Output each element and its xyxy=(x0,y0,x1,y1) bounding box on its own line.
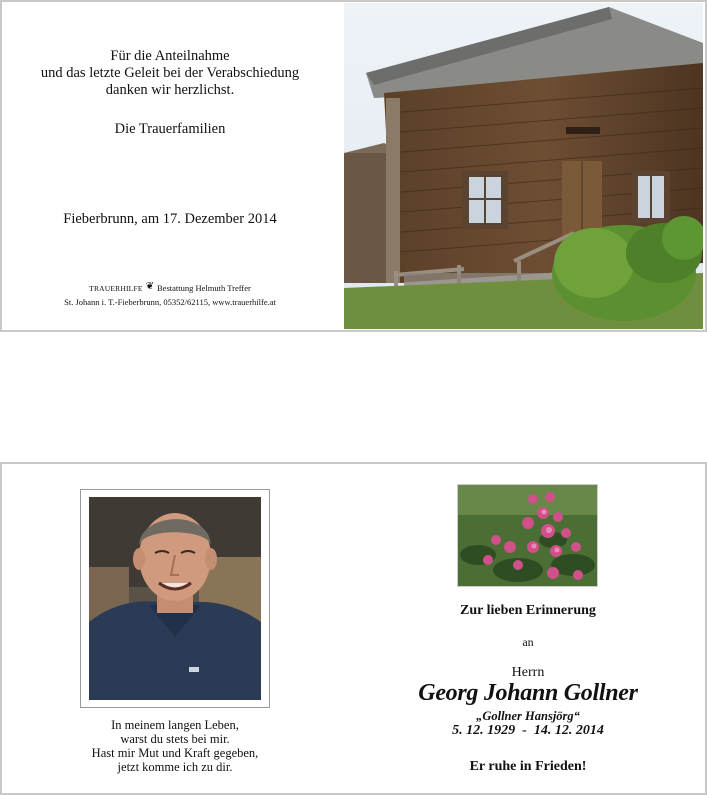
rest-in-peace: Er ruhe in Frieden! xyxy=(469,759,587,774)
funeral-home-name: Bestattung Helmuth Treffer xyxy=(157,283,251,293)
cabin-illustration xyxy=(344,3,703,329)
portrait-photo xyxy=(89,497,261,700)
memorial-an: an xyxy=(522,635,534,649)
poem xyxy=(80,718,270,774)
poem-line: jetzt komme ich zu dir. xyxy=(117,760,233,774)
place-and-date: Fieberbrunn, am 17. Dezember 2014 xyxy=(63,211,277,227)
life-dates: 5. 12. 1929 - 14. 12. 2014 xyxy=(452,723,604,738)
thanks-line: Für die Anteilnahme xyxy=(110,48,230,64)
flower-illustration xyxy=(458,485,598,587)
leaf-logo-icon: ❦ xyxy=(145,281,155,292)
deceased-name: Georg Johann Gollner xyxy=(418,680,638,706)
poem-line: warst du stets bei mir. xyxy=(120,732,230,746)
funeral-home-brand: TRAUERHILFE xyxy=(89,284,143,293)
alpine-rose-photo xyxy=(457,484,598,587)
funeral-home-line xyxy=(20,283,320,294)
poem-line: In meinem langen Leben, xyxy=(111,718,239,732)
poem-line: Hast mir Mut und Kraft gegeben, xyxy=(91,746,259,760)
thanks-line: danken wir herzlichst. xyxy=(105,82,235,98)
memorial-honorific: Herrn xyxy=(511,665,545,680)
cabin-photo xyxy=(344,3,703,329)
families-signature: Die Trauerfamilien xyxy=(114,121,226,137)
thanks-message xyxy=(20,48,320,99)
portrait-frame xyxy=(80,489,270,708)
funeral-home-address: St. Johann i. T.-Fieberbrunn, 05352/62115, www.trauerhilfe.at xyxy=(64,297,276,307)
thanks-line: und das letzte Geleit bei der Verabschiedung xyxy=(40,65,300,81)
deceased-nickname: „Gollner Hansjörg“ xyxy=(476,709,580,723)
portrait-illustration xyxy=(89,497,261,700)
memorial-heading: Zur lieben Erinnerung xyxy=(460,603,596,618)
